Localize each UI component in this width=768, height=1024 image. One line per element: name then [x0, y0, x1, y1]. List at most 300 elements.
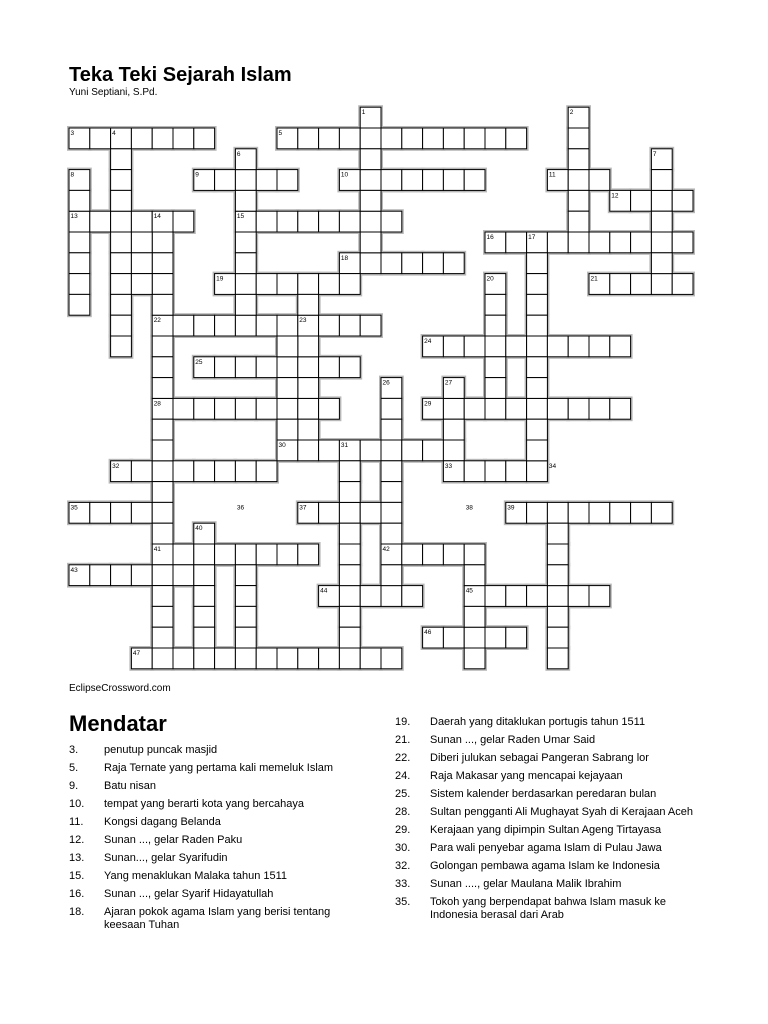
crossword-cell[interactable]	[339, 606, 360, 627]
crossword-cell[interactable]	[443, 398, 464, 419]
crossword-cell[interactable]	[464, 461, 485, 482]
crossword-cell[interactable]	[568, 211, 589, 232]
crossword-cell[interactable]	[402, 170, 423, 191]
crossword-cell[interactable]	[215, 315, 236, 336]
cell-number: 1	[361, 109, 366, 117]
cell-number: 43	[70, 566, 78, 574]
crossword-cell[interactable]	[131, 253, 152, 274]
crossword-cell[interactable]	[215, 461, 236, 482]
crossword-cell[interactable]	[152, 419, 173, 440]
crossword-cell[interactable]	[235, 170, 256, 191]
crossword-cell[interactable]	[298, 336, 319, 357]
crossword-cell[interactable]	[111, 190, 132, 211]
crossword-cell[interactable]	[194, 565, 215, 586]
crossword-cell[interactable]	[173, 461, 194, 482]
crossword-cell[interactable]	[215, 648, 236, 669]
crossword-cell[interactable]	[277, 170, 298, 191]
crossword-cell[interactable]	[256, 357, 277, 378]
crossword-cell[interactable]	[152, 586, 173, 607]
crossword-cell[interactable]	[547, 544, 568, 565]
crossword-cell[interactable]	[152, 274, 173, 295]
crossword-cell[interactable]	[194, 461, 215, 482]
crossword-cell[interactable]	[111, 502, 132, 523]
crossword-cell[interactable]	[547, 336, 568, 357]
crossword-cell[interactable]	[589, 586, 610, 607]
crossword-cell[interactable]	[298, 440, 319, 461]
crossword-cell[interactable]	[527, 336, 548, 357]
crossword-cell[interactable]	[111, 294, 132, 315]
cell-number: 24	[424, 338, 432, 345]
crossword-cell[interactable]	[235, 565, 256, 586]
crossword-cell[interactable]	[381, 648, 402, 669]
crossword-cell[interactable]	[464, 565, 485, 586]
crossword-cell[interactable]	[277, 419, 298, 440]
crossword-cell[interactable]	[69, 274, 90, 295]
crossword-cell[interactable]	[69, 232, 90, 253]
crossword-cell[interactable]	[194, 315, 215, 336]
crossword-cell[interactable]	[319, 128, 340, 149]
crossword-cell[interactable]	[360, 440, 381, 461]
crossword-cell[interactable]	[423, 440, 444, 461]
crossword-cell[interactable]	[90, 211, 111, 232]
crossword-cell[interactable]	[298, 357, 319, 378]
crossword-cell[interactable]	[339, 128, 360, 149]
crossword-cell[interactable]	[443, 440, 464, 461]
crossword-cell[interactable]	[277, 544, 298, 565]
crossword-cell[interactable]	[152, 128, 173, 149]
crossword-cell[interactable]	[152, 357, 173, 378]
crossword-cell[interactable]	[423, 253, 444, 274]
crossword-cell[interactable]	[298, 294, 319, 315]
crossword-cell[interactable]	[506, 586, 527, 607]
crossword-cell[interactable]	[527, 378, 548, 399]
crossword-cell[interactable]	[381, 586, 402, 607]
crossword-cell[interactable]	[381, 170, 402, 191]
crossword-cell[interactable]	[152, 294, 173, 315]
crossword-cell[interactable]	[381, 419, 402, 440]
crossword-cell[interactable]	[298, 419, 319, 440]
crossword-cell[interactable]	[256, 648, 277, 669]
clue-item	[395, 842, 695, 855]
crossword-cell[interactable]	[277, 378, 298, 399]
crossword-cell[interactable]	[631, 190, 652, 211]
crossword-cell[interactable]	[651, 274, 672, 295]
crossword-cell[interactable]	[589, 502, 610, 523]
crossword-cell[interactable]	[464, 544, 485, 565]
crossword-cell[interactable]	[381, 502, 402, 523]
crossword-cell[interactable]	[131, 128, 152, 149]
crossword-cell[interactable]	[568, 502, 589, 523]
crossword-cell[interactable]	[443, 627, 464, 648]
crossword-cell[interactable]	[610, 398, 631, 419]
crossword-cell[interactable]	[360, 648, 381, 669]
crossword-cell[interactable]	[194, 586, 215, 607]
crossword-cell[interactable]	[547, 627, 568, 648]
clue-item	[395, 878, 695, 891]
crossword-cell[interactable]	[69, 253, 90, 274]
crossword-cell[interactable]	[547, 502, 568, 523]
crossword-cell[interactable]	[464, 627, 485, 648]
crossword-cell[interactable]	[235, 253, 256, 274]
crossword-cell[interactable]	[277, 211, 298, 232]
crossword-cell[interactable]	[506, 128, 527, 149]
crossword-cell[interactable]	[527, 502, 548, 523]
crossword-cell[interactable]	[152, 440, 173, 461]
crossword-cell[interactable]	[173, 544, 194, 565]
crossword-cell[interactable]	[194, 606, 215, 627]
crossword-cell[interactable]	[235, 461, 256, 482]
crossword-cell[interactable]	[381, 211, 402, 232]
crossword-cell[interactable]	[443, 253, 464, 274]
crossword-cell[interactable]	[319, 502, 340, 523]
crossword-cell[interactable]	[298, 128, 319, 149]
crossword-cell[interactable]	[589, 398, 610, 419]
cell-number: 14	[153, 213, 161, 221]
crossword-cell[interactable]	[256, 398, 277, 419]
crossword-cell[interactable]	[256, 170, 277, 191]
crossword-cell[interactable]	[339, 648, 360, 669]
crossword-cell[interactable]	[443, 170, 464, 191]
crossword-cell[interactable]	[339, 274, 360, 295]
clue-number: 28.	[395, 806, 411, 818]
crossword-cell[interactable]	[215, 170, 236, 191]
crossword-cell[interactable]	[277, 274, 298, 295]
crossword-cell[interactable]	[319, 440, 340, 461]
crossword-cell[interactable]	[589, 170, 610, 191]
crossword-cell[interactable]	[194, 398, 215, 419]
crossword-cell[interactable]	[651, 211, 672, 232]
crossword-cell[interactable]	[194, 627, 215, 648]
crossword-cell[interactable]	[423, 128, 444, 149]
crossword-cell[interactable]	[464, 128, 485, 149]
crossword-cell[interactable]	[568, 149, 589, 170]
crossword-cell[interactable]	[215, 398, 236, 419]
crossword-cell[interactable]	[256, 461, 277, 482]
cell-number: 37	[299, 504, 307, 512]
cell-number: 40	[195, 525, 203, 533]
crossword-cell[interactable]	[111, 565, 132, 586]
crossword-cell[interactable]	[443, 336, 464, 357]
crossword-cell[interactable]	[360, 128, 381, 149]
crossword-cell[interactable]	[319, 274, 340, 295]
crossword-cell[interactable]	[464, 398, 485, 419]
crossword-cell[interactable]	[90, 502, 111, 523]
crossword-cell[interactable]	[173, 128, 194, 149]
cell-number: 47	[132, 650, 141, 657]
crossword-cell[interactable]	[381, 523, 402, 544]
crossword-cell[interactable]	[194, 544, 215, 565]
crossword-cell[interactable]	[485, 461, 506, 482]
crossword-cell[interactable]	[568, 232, 589, 253]
crossword-cell[interactable]	[443, 128, 464, 149]
crossword-cell[interactable]	[360, 232, 381, 253]
crossword-cell[interactable]	[527, 461, 548, 482]
cell-number: 28	[153, 400, 161, 408]
crossword-cell[interactable]	[485, 294, 506, 315]
crossword-cell[interactable]	[527, 419, 548, 440]
crossword-cell[interactable]	[152, 565, 173, 586]
crossword-cell[interactable]	[235, 648, 256, 669]
crossword-cell[interactable]	[527, 586, 548, 607]
crossword-cell[interactable]	[131, 461, 152, 482]
crossword-cell[interactable]	[339, 586, 360, 607]
crossword-cell[interactable]	[381, 461, 402, 482]
crossword-cell[interactable]	[506, 336, 527, 357]
crossword-cell[interactable]	[319, 315, 340, 336]
crossword-cell[interactable]	[194, 128, 215, 149]
crossword-cell[interactable]	[631, 274, 652, 295]
crossword-cell[interactable]	[443, 419, 464, 440]
crossword-cell[interactable]	[319, 648, 340, 669]
crossword-cell[interactable]	[527, 294, 548, 315]
crossword-cell[interactable]	[131, 232, 152, 253]
crossword-cell[interactable]	[651, 232, 672, 253]
crossword-cell[interactable]	[235, 294, 256, 315]
crossword-cell[interactable]	[527, 253, 548, 274]
crossword-cell[interactable]	[547, 523, 568, 544]
crossword-cell[interactable]	[131, 565, 152, 586]
crossword-cell[interactable]	[360, 253, 381, 274]
crossword-cell[interactable]	[610, 502, 631, 523]
crossword-cell[interactable]	[298, 211, 319, 232]
crossword-cell[interactable]	[194, 648, 215, 669]
crossword-cell[interactable]	[339, 565, 360, 586]
crossword-cell[interactable]	[111, 274, 132, 295]
crossword-cell[interactable]	[485, 336, 506, 357]
crossword-cell[interactable]	[672, 190, 693, 211]
crossword-cell[interactable]	[152, 232, 173, 253]
crossword-cell[interactable]	[152, 648, 173, 669]
crossword-cell[interactable]	[485, 128, 506, 149]
crossword-cell[interactable]	[173, 565, 194, 586]
crossword-cell[interactable]	[568, 586, 589, 607]
crossword-cell[interactable]	[277, 336, 298, 357]
crossword-cell[interactable]	[527, 274, 548, 295]
crossword-cell[interactable]	[360, 190, 381, 211]
crossword-cell[interactable]	[131, 211, 152, 232]
crossword-cell[interactable]	[235, 398, 256, 419]
crossword-cell[interactable]	[152, 336, 173, 357]
crossword-cell[interactable]	[402, 128, 423, 149]
crossword-cell[interactable]	[506, 398, 527, 419]
crossword-cell[interactable]	[589, 232, 610, 253]
crossword-cell[interactable]	[568, 336, 589, 357]
cell-number: 5	[278, 130, 283, 137]
crossword-cell[interactable]	[339, 627, 360, 648]
crossword-cell[interactable]	[568, 398, 589, 419]
crossword-cell[interactable]	[381, 482, 402, 503]
crossword-cell[interactable]	[485, 398, 506, 419]
crossword-cell[interactable]	[651, 170, 672, 191]
crossword-cell[interactable]	[152, 502, 173, 523]
crossword-cell[interactable]	[506, 232, 527, 253]
crossword-cell[interactable]	[547, 232, 568, 253]
crossword-cell[interactable]	[464, 606, 485, 627]
crossword-cell[interactable]	[339, 315, 360, 336]
cell-number: 39	[507, 504, 515, 512]
clue-text: Sunan ..., gelar Syarif Hidayatullah	[104, 888, 274, 900]
clue-text: Daerah yang ditaklukan portugis tahun 1511	[430, 716, 646, 728]
crossword-cell[interactable]	[111, 211, 132, 232]
crossword-cell[interactable]	[527, 398, 548, 419]
crossword-cell[interactable]	[277, 357, 298, 378]
crossword-cell[interactable]	[277, 648, 298, 669]
crossword-cell[interactable]	[215, 357, 236, 378]
crossword-cell[interactable]	[235, 586, 256, 607]
crossword-cell[interactable]	[152, 461, 173, 482]
crossword-cell[interactable]	[485, 586, 506, 607]
crossword-cell[interactable]	[173, 211, 194, 232]
cell-number: 29	[424, 400, 432, 408]
crossword-cell[interactable]	[319, 398, 340, 419]
crossword-cell[interactable]	[298, 398, 319, 419]
crossword-cell[interactable]	[215, 544, 236, 565]
crossword-cell[interactable]	[527, 440, 548, 461]
crossword-cell[interactable]	[651, 253, 672, 274]
crossword-cell[interactable]	[402, 544, 423, 565]
crossword-cell[interactable]	[173, 398, 194, 419]
crossword-cell[interactable]	[443, 544, 464, 565]
crossword-cell[interactable]	[631, 232, 652, 253]
crossword-cell[interactable]	[235, 357, 256, 378]
crossword-cell[interactable]	[423, 170, 444, 191]
crossword-cell[interactable]	[235, 274, 256, 295]
crossword-cell[interactable]	[319, 211, 340, 232]
crossword-cell[interactable]	[339, 461, 360, 482]
crossword-cell[interactable]	[402, 440, 423, 461]
crossword-cell[interactable]	[111, 315, 132, 336]
crossword-cell[interactable]	[485, 627, 506, 648]
crossword-cell[interactable]	[339, 544, 360, 565]
crossword-cell[interactable]	[256, 544, 277, 565]
crossword-cell[interactable]	[672, 274, 693, 295]
crossword-cell[interactable]	[339, 502, 360, 523]
crossword-cell[interactable]	[235, 190, 256, 211]
crossword-cell[interactable]	[547, 398, 568, 419]
crossword-cell[interactable]	[152, 253, 173, 274]
crossword-cell[interactable]	[235, 544, 256, 565]
crossword-cell[interactable]	[111, 149, 132, 170]
crossword-cell[interactable]	[111, 170, 132, 191]
crossword-cell[interactable]	[610, 232, 631, 253]
crossword-cell[interactable]	[360, 502, 381, 523]
crossword-cell[interactable]	[277, 315, 298, 336]
crossword-cell[interactable]	[298, 274, 319, 295]
crossword-cell[interactable]	[568, 190, 589, 211]
crossword-cell[interactable]	[527, 315, 548, 336]
crossword-cell[interactable]	[381, 565, 402, 586]
cell-number: 19	[216, 275, 224, 283]
crossword-cell[interactable]	[360, 170, 381, 191]
crossword-cell[interactable]	[610, 336, 631, 357]
crossword-cell[interactable]	[298, 544, 319, 565]
crossword-cell[interactable]	[631, 502, 652, 523]
crossword-cell[interactable]	[506, 627, 527, 648]
crossword-cell[interactable]	[256, 315, 277, 336]
crossword-cell[interactable]	[568, 170, 589, 191]
crossword-cell[interactable]	[651, 502, 672, 523]
crossword-cell[interactable]	[381, 398, 402, 419]
crossword-cell[interactable]	[568, 128, 589, 149]
crossword-cell[interactable]	[423, 544, 444, 565]
crossword-cell[interactable]	[589, 336, 610, 357]
crossword-cell[interactable]	[173, 315, 194, 336]
crossword-cell[interactable]	[360, 586, 381, 607]
crossword-cell[interactable]	[360, 149, 381, 170]
crossword-cell[interactable]	[131, 274, 152, 295]
crossword-cell[interactable]	[235, 627, 256, 648]
crossword-cell[interactable]	[547, 606, 568, 627]
crossword-cell[interactable]	[111, 232, 132, 253]
clue-item	[69, 888, 369, 901]
crossword-cell[interactable]	[131, 502, 152, 523]
crossword-cell[interactable]	[464, 170, 485, 191]
crossword-cell[interactable]	[547, 586, 568, 607]
crossword-cell[interactable]	[69, 294, 90, 315]
crossword-cell[interactable]	[651, 190, 672, 211]
crossword-cell[interactable]	[235, 606, 256, 627]
cell-number: 35	[70, 504, 78, 512]
crossword-cell[interactable]	[381, 128, 402, 149]
cell-number: 6	[236, 150, 241, 158]
crossword-cell[interactable]	[339, 211, 360, 232]
clue-text: Kerajaan yang dipimpin Sultan Ageng Tirtayasa	[430, 824, 662, 836]
crossword-cell[interactable]	[464, 336, 485, 357]
crossword-cell[interactable]	[277, 398, 298, 419]
crossword-cell[interactable]	[111, 336, 132, 357]
crossword-cell[interactable]	[672, 232, 693, 253]
crossword-cell[interactable]	[152, 482, 173, 503]
cell-number: 32	[112, 462, 120, 470]
clue-text: Sultan pengganti Ali Mughayat Syah di Kerajaan Aceh	[430, 806, 693, 818]
crossword-cell[interactable]	[235, 315, 256, 336]
crossword-cell[interactable]	[485, 315, 506, 336]
crossword-cell[interactable]	[69, 190, 90, 211]
crossword-cell[interactable]	[527, 357, 548, 378]
crossword-cell[interactable]	[90, 565, 111, 586]
crossword-cell[interactable]	[402, 586, 423, 607]
crossword-cell[interactable]	[610, 274, 631, 295]
crossword-cell[interactable]	[235, 232, 256, 253]
crossword-cell[interactable]	[485, 378, 506, 399]
crossword-cell[interactable]	[547, 565, 568, 586]
crossword-cell[interactable]	[90, 128, 111, 149]
crossword-cell[interactable]	[152, 606, 173, 627]
crossword-cell[interactable]	[339, 482, 360, 503]
crossword-cell[interactable]	[360, 315, 381, 336]
crossword-cell[interactable]	[256, 211, 277, 232]
crossword-cell[interactable]	[298, 648, 319, 669]
crossword-cell[interactable]	[402, 253, 423, 274]
crossword-cell[interactable]	[339, 357, 360, 378]
crossword-cell[interactable]	[319, 357, 340, 378]
crossword-cell[interactable]	[152, 378, 173, 399]
crossword-cell[interactable]	[256, 274, 277, 295]
crossword-cell[interactable]	[464, 648, 485, 669]
crossword-cell[interactable]	[547, 648, 568, 669]
crossword-cell[interactable]	[111, 253, 132, 274]
crossword-cell[interactable]	[152, 627, 173, 648]
crossword-cell[interactable]	[173, 648, 194, 669]
crossword-cell[interactable]	[298, 378, 319, 399]
crossword-cell[interactable]	[381, 440, 402, 461]
crossword-cell[interactable]	[360, 211, 381, 232]
crossword-cell[interactable]	[152, 523, 173, 544]
crossword-cell[interactable]	[381, 253, 402, 274]
crossword-cell[interactable]	[339, 523, 360, 544]
crossword-cell[interactable]	[485, 357, 506, 378]
crossword-cell[interactable]	[506, 461, 527, 482]
